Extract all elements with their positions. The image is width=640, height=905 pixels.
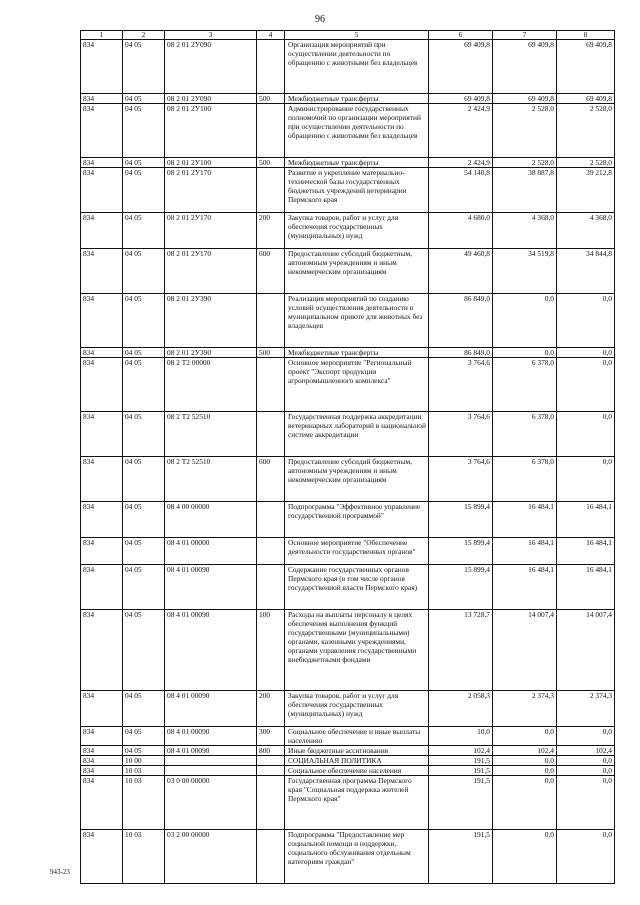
cell-amount: 16 484,1 bbox=[493, 502, 557, 538]
cell-amount: 191,5 bbox=[429, 776, 493, 830]
cell-amount: 191,5 bbox=[429, 830, 493, 884]
cell-code: 834 bbox=[81, 766, 123, 776]
column-header: 7 bbox=[493, 31, 557, 40]
cell-section: 04 05 bbox=[123, 746, 165, 756]
cell-amount: 16 484,1 bbox=[557, 502, 615, 538]
cell-section: 04 05 bbox=[123, 40, 165, 94]
cell-type: 300 bbox=[257, 727, 285, 746]
cell-code: 834 bbox=[81, 94, 123, 104]
cell-code: 834 bbox=[81, 727, 123, 746]
cell-amount: 0,0 bbox=[493, 756, 557, 766]
cell-amount: 0,0 bbox=[557, 457, 615, 502]
cell-target: 08 4 01 00090 bbox=[165, 727, 257, 746]
cell-amount: 39 212,8 bbox=[557, 168, 615, 213]
cell-type bbox=[257, 358, 285, 412]
table-row bbox=[81, 457, 615, 502]
cell-section: 04 05 bbox=[123, 727, 165, 746]
cell-section: 04 05 bbox=[123, 457, 165, 502]
cell-amount: 0,0 bbox=[557, 412, 615, 457]
cell-amount: 102,4 bbox=[557, 746, 615, 756]
cell-target: 08 2 01 2У390 bbox=[165, 294, 257, 348]
cell-type bbox=[257, 294, 285, 348]
cell-amount: 69 409,8 bbox=[429, 40, 493, 94]
footer-code: 943-23 bbox=[50, 868, 70, 876]
cell-section: 10 03 bbox=[123, 776, 165, 830]
cell-type: 800 bbox=[257, 746, 285, 756]
cell-code: 834 bbox=[81, 756, 123, 766]
cell-description: Государственная поддержка аккредитации ветеринарных лабораторий в национальной системе аккредитации bbox=[285, 412, 429, 457]
cell-amount: 0,0 bbox=[557, 358, 615, 412]
cell-amount: 2 374,3 bbox=[493, 691, 557, 727]
cell-code: 834 bbox=[81, 457, 123, 502]
cell-type bbox=[257, 40, 285, 94]
cell-amount: 3 764,6 bbox=[429, 457, 493, 502]
column-header: 2 bbox=[123, 31, 165, 40]
cell-target: 08 4 00 00000 bbox=[165, 502, 257, 538]
cell-amount: 34 844,8 bbox=[557, 249, 615, 294]
cell-amount: 102,4 bbox=[429, 746, 493, 756]
cell-type: 200 bbox=[257, 691, 285, 727]
cell-amount: 15 899,4 bbox=[429, 565, 493, 610]
cell-amount: 69 409,8 bbox=[557, 40, 615, 94]
table-row bbox=[81, 412, 615, 457]
cell-description: Закупка товаров, работ и услуг для обеспечения государственных (муниципальных) нужд bbox=[285, 213, 429, 249]
table-row bbox=[81, 348, 615, 358]
column-header: 1 bbox=[81, 31, 123, 40]
cell-type bbox=[257, 538, 285, 565]
cell-amount: 2 374,3 bbox=[557, 691, 615, 727]
cell-section: 04 05 bbox=[123, 104, 165, 158]
table-row bbox=[81, 40, 615, 94]
cell-amount: 0,0 bbox=[557, 756, 615, 766]
cell-code: 834 bbox=[81, 348, 123, 358]
column-header: 6 bbox=[429, 31, 493, 40]
cell-amount: 0,0 bbox=[557, 766, 615, 776]
cell-target bbox=[165, 756, 257, 766]
cell-section: 04 05 bbox=[123, 610, 165, 691]
table-row bbox=[81, 249, 615, 294]
cell-amount: 0,0 bbox=[557, 294, 615, 348]
cell-description: Социальное обеспечение населения bbox=[285, 766, 429, 776]
cell-description: Подпрограмма "Эффективное управление государственной программой" bbox=[285, 502, 429, 538]
cell-amount: 10,0 bbox=[429, 727, 493, 746]
cell-type: 600 bbox=[257, 249, 285, 294]
cell-amount: 34 519,8 bbox=[493, 249, 557, 294]
cell-section: 04 05 bbox=[123, 168, 165, 213]
cell-target: 08 2 01 2У100 bbox=[165, 104, 257, 158]
cell-amount: 69 409,8 bbox=[557, 94, 615, 104]
cell-description: Основное мероприятие "Региональный проект "Экспорт продукции агропромышленного комплекса" bbox=[285, 358, 429, 412]
cell-section: 04 05 bbox=[123, 538, 165, 565]
table-row bbox=[81, 104, 615, 158]
cell-amount: 0,0 bbox=[557, 348, 615, 358]
cell-amount: 4 680,0 bbox=[429, 213, 493, 249]
cell-description: Предоставление субсидий бюджетным, автономным учреждениям и иным некоммерческим организациям bbox=[285, 249, 429, 294]
cell-amount: 49 460,8 bbox=[429, 249, 493, 294]
cell-amount: 2 528,0 bbox=[557, 158, 615, 168]
cell-amount: 0,0 bbox=[493, 348, 557, 358]
cell-description: Подпрограмма "Предоставление мер социальной помощи и поддержки, социального обслуживания отдельным категориям граждан" bbox=[285, 830, 429, 884]
cell-type: 200 bbox=[257, 213, 285, 249]
cell-target: 08 2 Т2 52510 bbox=[165, 457, 257, 502]
cell-description: Межбюджетные трансферты bbox=[285, 94, 429, 104]
cell-amount: 13 728,7 bbox=[429, 610, 493, 691]
cell-section: 04 05 bbox=[123, 358, 165, 412]
table-row bbox=[81, 776, 615, 830]
cell-amount: 2 528,0 bbox=[493, 104, 557, 158]
cell-section: 04 05 bbox=[123, 691, 165, 727]
cell-amount: 4 368,0 bbox=[493, 213, 557, 249]
cell-description: СОЦИАЛЬНАЯ ПОЛИТИКА bbox=[285, 756, 429, 766]
cell-amount: 0,0 bbox=[493, 830, 557, 884]
cell-target: 08 4 01 00090 bbox=[165, 565, 257, 610]
column-header: 5 bbox=[285, 31, 429, 40]
cell-description: Расходы на выплаты персоналу в целях обеспечения выполнения функций государственными (муниципальными) органами, казенными учреждениями, органами управления государственными внебюджетными фондами bbox=[285, 610, 429, 691]
cell-type: 100 bbox=[257, 610, 285, 691]
cell-code: 834 bbox=[81, 830, 123, 884]
cell-code: 834 bbox=[81, 213, 123, 249]
cell-amount: 191,5 bbox=[429, 756, 493, 766]
cell-description: Межбюджетные трансферты bbox=[285, 158, 429, 168]
column-header: 4 bbox=[257, 31, 285, 40]
table-row bbox=[81, 756, 615, 766]
cell-amount: 0,0 bbox=[493, 294, 557, 348]
cell-type: 500 bbox=[257, 348, 285, 358]
cell-target: 08 4 01 00090 bbox=[165, 691, 257, 727]
cell-code: 834 bbox=[81, 40, 123, 94]
cell-amount: 0,0 bbox=[557, 776, 615, 830]
cell-amount: 2 528,0 bbox=[557, 104, 615, 158]
cell-code: 834 bbox=[81, 746, 123, 756]
table-row bbox=[81, 158, 615, 168]
cell-amount: 16 484,1 bbox=[493, 565, 557, 610]
cell-amount: 0,0 bbox=[557, 830, 615, 884]
table-row bbox=[81, 766, 615, 776]
cell-description: Развитие и укрепление материально-технической базы государственных бюджетных учреждений ветеринарии Пермского края bbox=[285, 168, 429, 213]
table-row bbox=[81, 727, 615, 746]
cell-amount: 16 484,1 bbox=[557, 538, 615, 565]
cell-description: Содержание государственных органов Пермского края (в том числе органов государственной власти Пермского края) bbox=[285, 565, 429, 610]
cell-description: Организация мероприятий при осуществлении деятельности по обращению с животными без владельцев bbox=[285, 40, 429, 94]
cell-target: 08 2 01 2У090 bbox=[165, 40, 257, 94]
cell-section: 04 05 bbox=[123, 565, 165, 610]
cell-amount: 3 764,6 bbox=[429, 358, 493, 412]
cell-description: Социальное обеспечение и иные выплаты населению bbox=[285, 727, 429, 746]
cell-type: 600 bbox=[257, 457, 285, 502]
cell-type bbox=[257, 502, 285, 538]
cell-target bbox=[165, 766, 257, 776]
cell-amount: 14 007,4 bbox=[493, 610, 557, 691]
table-row bbox=[81, 830, 615, 884]
cell-amount: 6 378,0 bbox=[493, 358, 557, 412]
column-header: 8 bbox=[557, 31, 615, 40]
cell-code: 834 bbox=[81, 249, 123, 294]
cell-amount: 14 007,4 bbox=[557, 610, 615, 691]
cell-target: 08 2 01 2У090 bbox=[165, 94, 257, 104]
table-row bbox=[81, 213, 615, 249]
cell-amount: 16 484,1 bbox=[557, 565, 615, 610]
cell-code: 834 bbox=[81, 610, 123, 691]
cell-target: 08 2 01 2У170 bbox=[165, 249, 257, 294]
cell-section: 10 00 bbox=[123, 756, 165, 766]
cell-amount: 2 528,0 bbox=[493, 158, 557, 168]
cell-amount: 86 849,0 bbox=[429, 294, 493, 348]
cell-amount: 16 484,1 bbox=[493, 538, 557, 565]
cell-section: 04 05 bbox=[123, 502, 165, 538]
cell-target: 08 4 01 00090 bbox=[165, 746, 257, 756]
cell-section: 04 05 bbox=[123, 213, 165, 249]
cell-amount: 15 899,4 bbox=[429, 538, 493, 565]
cell-section: 04 05 bbox=[123, 348, 165, 358]
cell-amount: 15 899,4 bbox=[429, 502, 493, 538]
cell-code: 834 bbox=[81, 168, 123, 213]
cell-amount: 6 378,0 bbox=[493, 412, 557, 457]
cell-target: 08 4 01 00000 bbox=[165, 538, 257, 565]
cell-code: 834 bbox=[81, 565, 123, 610]
budget-table bbox=[80, 30, 615, 884]
column-header: 3 bbox=[165, 31, 257, 40]
table-row bbox=[81, 691, 615, 727]
cell-code: 834 bbox=[81, 538, 123, 565]
cell-type bbox=[257, 565, 285, 610]
cell-target: 03 0 00 00000 bbox=[165, 776, 257, 830]
cell-amount: 0,0 bbox=[493, 776, 557, 830]
cell-target: 08 2 01 2У100 bbox=[165, 158, 257, 168]
cell-description: Реализация мероприятий по созданию условий осуществления деятельности в муниципальном приюте для животных без владельцев bbox=[285, 294, 429, 348]
table-row bbox=[81, 502, 615, 538]
cell-type bbox=[257, 776, 285, 830]
cell-target: 03 2 00 00000 bbox=[165, 830, 257, 884]
cell-amount: 4 368,0 bbox=[557, 213, 615, 249]
cell-target: 08 2 01 2У170 bbox=[165, 213, 257, 249]
cell-target: 08 4 01 00090 bbox=[165, 610, 257, 691]
cell-section: 10 03 bbox=[123, 830, 165, 884]
cell-type bbox=[257, 412, 285, 457]
cell-section: 04 05 bbox=[123, 412, 165, 457]
cell-target: 08 2 01 2У390 bbox=[165, 348, 257, 358]
cell-amount: 102,4 bbox=[493, 746, 557, 756]
cell-section: 04 05 bbox=[123, 94, 165, 104]
cell-type bbox=[257, 766, 285, 776]
table-row bbox=[81, 565, 615, 610]
cell-amount: 3 764,6 bbox=[429, 412, 493, 457]
table-row bbox=[81, 94, 615, 104]
header-row bbox=[81, 31, 615, 40]
cell-section: 04 05 bbox=[123, 294, 165, 348]
cell-target: 08 2 Т2 52510 bbox=[165, 412, 257, 457]
cell-description: Предоставление субсидий бюджетным, автономным учреждениям и иным некоммерческим организациям bbox=[285, 457, 429, 502]
cell-code: 834 bbox=[81, 776, 123, 830]
cell-code: 834 bbox=[81, 158, 123, 168]
cell-description: Закупка товаров, работ и услуг для обеспечения государственных (муниципальных) нужд bbox=[285, 691, 429, 727]
cell-description: Государственная программа Пермского края "Социальная поддержка жителей Пермского края" bbox=[285, 776, 429, 830]
cell-amount: 54 140,8 bbox=[429, 168, 493, 213]
cell-type bbox=[257, 756, 285, 766]
cell-amount: 69 409,8 bbox=[429, 94, 493, 104]
cell-amount: 69 409,8 bbox=[493, 40, 557, 94]
page-number: 96 bbox=[315, 14, 325, 25]
cell-section: 04 05 bbox=[123, 249, 165, 294]
table-row bbox=[81, 294, 615, 348]
table-row bbox=[81, 538, 615, 565]
cell-amount: 2 424,9 bbox=[429, 158, 493, 168]
cell-code: 834 bbox=[81, 691, 123, 727]
cell-code: 834 bbox=[81, 358, 123, 412]
cell-type: 500 bbox=[257, 94, 285, 104]
cell-amount: 2 424,9 bbox=[429, 104, 493, 158]
cell-code: 834 bbox=[81, 294, 123, 348]
cell-description: Администрирование государственных полномочий по организации мероприятий при осуществлении деятельности по обращению с животными без владельцев bbox=[285, 104, 429, 158]
cell-description: Основное мероприятие "Обеспечение деятельности государственных органов" bbox=[285, 538, 429, 565]
cell-amount: 6 378,0 bbox=[493, 457, 557, 502]
cell-code: 834 bbox=[81, 412, 123, 457]
cell-amount: 0,0 bbox=[493, 727, 557, 746]
cell-amount: 2 058,3 bbox=[429, 691, 493, 727]
cell-type bbox=[257, 104, 285, 158]
cell-type: 500 bbox=[257, 158, 285, 168]
table-row bbox=[81, 168, 615, 213]
cell-amount: 0,0 bbox=[557, 727, 615, 746]
cell-code: 834 bbox=[81, 104, 123, 158]
cell-amount: 38 887,8 bbox=[493, 168, 557, 213]
table-row bbox=[81, 746, 615, 756]
table-row bbox=[81, 358, 615, 412]
cell-amount: 0,0 bbox=[493, 766, 557, 776]
cell-amount: 69 409,8 bbox=[493, 94, 557, 104]
cell-target: 08 2 01 2У170 bbox=[165, 168, 257, 213]
cell-section: 10 03 bbox=[123, 766, 165, 776]
cell-type bbox=[257, 830, 285, 884]
cell-description: Межбюджетные трансферты bbox=[285, 348, 429, 358]
cell-amount: 191,5 bbox=[429, 766, 493, 776]
cell-section: 04 05 bbox=[123, 158, 165, 168]
cell-target: 08 2 Т2 00000 bbox=[165, 358, 257, 412]
table-row bbox=[81, 610, 615, 691]
cell-code: 834 bbox=[81, 502, 123, 538]
cell-type bbox=[257, 168, 285, 213]
cell-amount: 86 849,0 bbox=[429, 348, 493, 358]
cell-description: Иные бюджетные ассигнования bbox=[285, 746, 429, 756]
